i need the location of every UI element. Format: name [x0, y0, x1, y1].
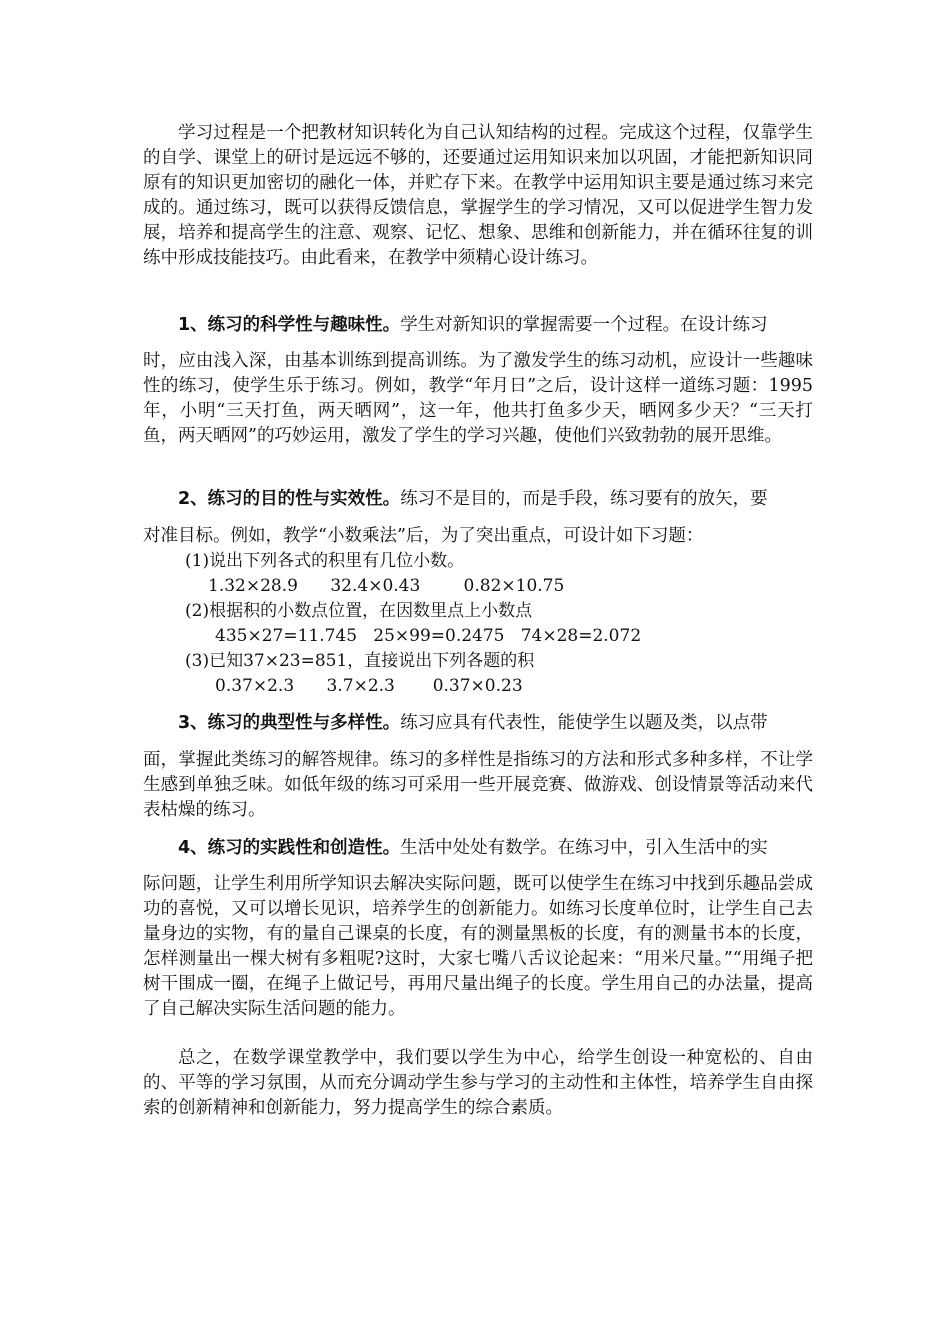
- exercise-2-question: (2)根据积的小数点位置，在因数里点上小数点: [185, 601, 533, 621]
- section-1-body: 时，应由浅入深，由基本训练到提高训练。为了激发学生的练习动机，应设计一些趣味性的练习，使学生乐于练习。例如，教学“年月日”之后，设计这样一道练习题：1995年，小明“三天打鱼，两天晒网”，这一年，他共打鱼多少天，晒网多少天？“三天打鱼，两天晒网”的巧妙运用，激发了学生的学习兴趣，使他们兴致勃勃的展开思维。: [143, 351, 813, 446]
- section-2-body: 对准目标。例如，教学“小数乘法”后，为了突出重点，可设计如下习题：: [143, 526, 704, 546]
- exercise-1-question: (1)说出下列各式的积里有几位小数。: [185, 551, 465, 571]
- section-1-heading: 1、练习的科学性与趣味性。: [178, 315, 401, 335]
- section-3-first-line: [143, 711, 813, 736]
- conclusion-paragraph: 总之，在数学课堂教学中，我们要以学生为中心，给学生创设一种宽松的、自由的、平等的学习氛围，从而充分调动学生参与学习的主动性和主体性，培养学生自由探索的创新精神和创新能力，努力提高学生的综合素质。: [143, 1048, 813, 1118]
- section-3-heading: 3、练习的典型性与多样性。: [178, 713, 401, 733]
- exercise-2-items: 435×27=11.745 25×99=0.2475 74×28=2.072: [215, 626, 642, 646]
- section-3-body: 面，掌握此类练习的解答规律。练习的多样性是指练习的方法和形式多种多样，不让学生感到单独乏味。如低年级的练习可采用一些开展竞赛、做游戏、创设情景等活动来代表枯燥的练习。: [143, 750, 813, 820]
- exercise-3-items: 0.37×2.3 3.7×2.3 0.37×0.23: [215, 676, 523, 696]
- section-4-first-line: [143, 836, 813, 861]
- section-1-first-line-text: 学生对新知识的掌握需要一个过程。在设计练习: [400, 315, 768, 335]
- exercise-3-question: (3)已知37×23=851，直接说出下列各题的积: [185, 651, 535, 671]
- section-2-heading: 2、练习的目的性与实效性。: [178, 489, 401, 509]
- section-4-first-line-text: 生活中处处有数学。在练习中，引入生活中的实: [400, 838, 768, 858]
- intro-paragraph: 学习过程是一个把教材知识转化为自己认知结构的过程。完成这个过程，仅靠学生的自学、课堂上的研讨是远远不够的，还要通过运用知识来加以巩固，才能把新知识同原有的知识更加密切的融化一体，并贮存下来。在教学中运用知识主要是通过练习来完成的。通过练习，既可以获得反馈信息，掌握学生的学习情况，又可以促进学生智力发展，培养和提高学生的注意、观察、记忆、想象、思维和创新能力，并在循环往复的训练中形成技能技巧。由此看来，在教学中须精心设计练习。: [143, 123, 813, 268]
- exercise-1-items: 1.32×28.9 32.4×0.43 0.82×10.75: [208, 576, 565, 596]
- section-1-first-line: [143, 313, 813, 338]
- section-2-first-line-text: 练习不是目的，而是手段，练习要有的放矢，要: [400, 489, 768, 509]
- section-4-body: 际问题，让学生利用所学知识去解决实际问题，既可以使学生在练习中找到乐趣品尝成功的喜悦，又可以增长见识，培养学生的创新能力。如练习长度单位时，让学生自己去量身边的实物，有的量自己课桌的长度，有的测量黑板的长度，有的测量书本的长度，怎样测量出一棵大树有多粗呢?这时，大家七嘴八舌议论起来：“用米尺量。”“用绳子把树干围成一圈，在绳子上做记号，再用尺量出绳子的长度。学生用自己的办法量，提高了自己解决实际生活问题的能力。: [143, 874, 813, 1019]
- section-2-first-line: [143, 487, 813, 512]
- section-4-heading: 4、练习的实践性和创造性。: [178, 838, 401, 858]
- section-3-first-line-text: 练习应具有代表性，能使学生以题及类，以点带: [400, 713, 768, 733]
